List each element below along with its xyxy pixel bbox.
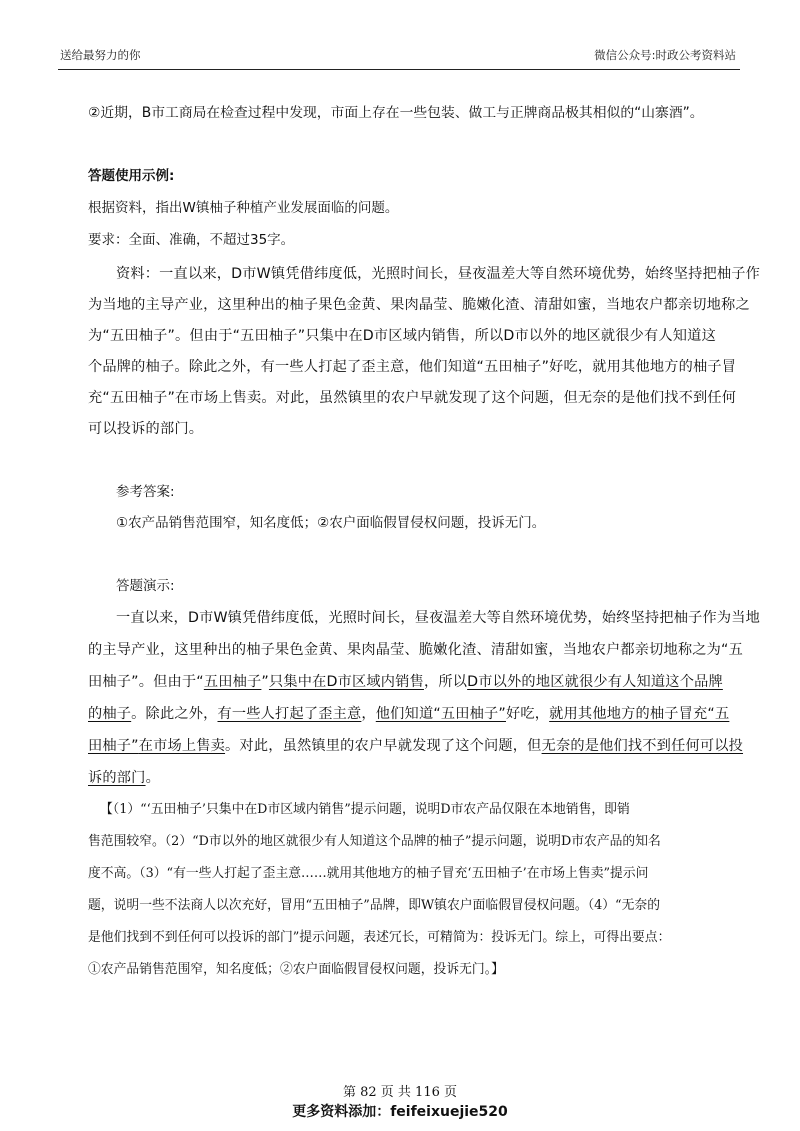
demo-line-2: 的主导产业，这里种出的柚子果色金黄、果肉晶莹、脆嫩化渣、清甜如蜜，当地农户都亲切地称之为“五 xyxy=(88,642,743,658)
demo-line-1: 一直以来，D市W镇凭借纬度低，光照时间长，昼夜温差大等自然环境优势，始终坚持把柚子作为当地 xyxy=(116,610,761,626)
material-line-2: 为当地的主导产业，这里种出的柚子果色金黄、果肉晶莹、脆嫩化渣、清甜如蜜，当地农户都亲切地称之 xyxy=(88,297,750,313)
underlined-phrase: D市以外的地区就很少有人知道这个品牌 xyxy=(467,674,723,690)
more-resources-text: 更多资料添加：feifeixuejie520 xyxy=(292,1104,508,1120)
demo-text: 田柚子”。但由于“ xyxy=(88,674,204,690)
example-title: 答题使用示例: xyxy=(88,168,175,184)
analysis-line-3: 度不高。（3）“有一些人打起了歪主意……就用其他地方的柚子冒充‘五田柚子’在市场上售卖”提示问 xyxy=(88,866,649,881)
demo-text: 。对此，虽然镇里的农户早就发现了这个问题，但 xyxy=(225,738,542,754)
underlined-phrase: 的柚子 xyxy=(88,706,132,722)
underlined-phrase: 田柚子” xyxy=(88,738,139,754)
material-line-6: 可以投诉的部门。 xyxy=(88,421,204,437)
analysis-line-5: 是他们找到不到任何可以投诉的部门”提示问题，表述冗长，可精简为：投诉无门。综上，可得出要点： xyxy=(88,930,671,945)
header-left-text: 送给最努力的你 xyxy=(60,48,141,62)
material-line-4: 个品牌的柚子。除此之外，有一些人打起了歪主意，他们知道“五田柚子”好吃，就用其他地方的柚子冒 xyxy=(88,359,737,375)
example-requirement: 要求：全面、准确，不超过35字。 xyxy=(88,232,295,248)
material-line-1: 资料：一直以来，D市W镇凭借纬度低，光照时间长，昼夜温差大等自然环境优势，始终坚持把柚子作 xyxy=(116,266,761,282)
analysis-line-2: 售范围较窄。（2）“D市以外的地区就很少有人知道这个品牌的柚子”提示问题，说明D市农产品的知名 xyxy=(88,834,661,849)
underlined-phrase: 五田柚子 xyxy=(203,674,262,690)
underlined-phrase: 无奈的是他们找不到任何可以投 xyxy=(541,738,744,754)
demo-text: ” xyxy=(261,674,269,690)
underlined-phrase: 只集中在D市区域内销售 xyxy=(268,674,424,690)
reference-answer: ①农产品销售范围窄，知名度低；②农户面临假冒侵权问题，投诉无门。 xyxy=(116,515,546,531)
demo-line-6 xyxy=(88,768,748,788)
analysis-line-4: 题，说明一些不法商人以次充好，冒用“五田柚子”品牌，即W镇农户面临假冒侵权问题。（4）“无奈的 xyxy=(88,898,660,913)
underlined-phrase: 在市场上售卖 xyxy=(138,738,226,754)
header-divider xyxy=(58,69,740,70)
demo-line-4 xyxy=(88,704,748,724)
material-line-5: 充“五田柚子”在市场上售卖。对此，虽然镇里的农户早就发现了这个问题，但无奈的是他们找不到任何 xyxy=(88,390,737,406)
demo-text: 好吃， xyxy=(505,706,550,722)
underlined-phrase: 就用其他地方的柚子冒充“五 xyxy=(549,706,730,722)
underlined-phrase: 有一些人打起了歪主意 xyxy=(217,706,362,722)
reference-title: 参考答案: xyxy=(116,484,175,500)
demo-text: ， xyxy=(361,706,376,722)
demo-title: 答题演示: xyxy=(116,578,175,594)
analysis-line-6: ①农产品销售范围窄，知名度低；②农户面临假冒侵权问题，投诉无门。】 xyxy=(88,962,504,977)
example-prompt: 根据资料，指出W镇柚子种植产业发展面临的问题。 xyxy=(88,200,399,216)
demo-line-5 xyxy=(88,736,748,756)
page-number: 第 82 页 共 116 页 xyxy=(342,1085,458,1100)
demo-line-3 xyxy=(88,672,748,692)
intro-line: ②近期，B市工商局在检查过程中发现，市面上存在一些包装、做工与正牌商品极其相似的“山寨酒”。 xyxy=(88,105,704,121)
demo-text: 。除此之外， xyxy=(131,706,218,722)
demo-text: 。 xyxy=(145,770,160,786)
demo-text: ，所以 xyxy=(423,674,468,690)
underlined-phrase: 他们知道“五田柚子” xyxy=(375,706,506,722)
material-line-3: 为“五田柚子”。但由于“五田柚子”只集中在D市区域内销售，所以D市以外的地区就很少有人知道这 xyxy=(88,328,716,344)
underlined-phrase: 诉的部门 xyxy=(88,770,146,786)
header-right-text: 微信公众号:时政公考资料站 xyxy=(594,48,736,62)
analysis-line-1: 【（1）“‘五田柚子’只集中在D市区域内销售”提示问题，说明D市农产品仅限在本地销售，即销 xyxy=(100,802,630,817)
